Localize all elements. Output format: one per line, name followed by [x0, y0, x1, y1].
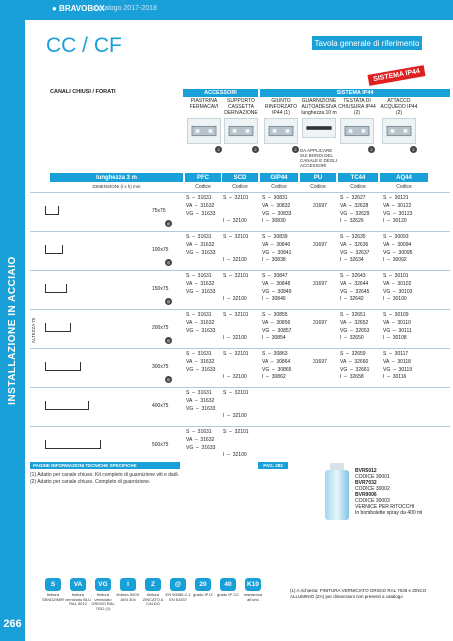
cell-gip: S – 30863 VA – 30864 VG – 30865 I – 30862: [262, 351, 292, 381]
legend-note: (1) A richiesta: FINITURA VERNICIATO GRIGIO RAL 7035 e ZINCO ALLUMINIO (ZA) per dimensioni non presenti a catalogo: [290, 588, 427, 599]
gasket-image: [302, 118, 336, 138]
size-label: 200x75: [152, 325, 169, 331]
sistema-header: SISTEMA IP44: [260, 89, 450, 97]
code-head-pfc: PFC: [185, 173, 221, 182]
info-badge: 2: [292, 146, 299, 153]
info-icon: ◎: [166, 338, 171, 343]
cell-scd: S – 32101 I – 32100: [223, 312, 249, 342]
cell-pfc: S – 31631 VA – 31632 VG – 31633: [186, 273, 216, 295]
cell-pu: 31697: [313, 202, 327, 209]
column-head-0: PIASTRINA FERMACAVI: [189, 98, 219, 110]
cell-pfc: S – 31631 VA – 31632 VG – 31633: [186, 312, 216, 334]
size-label: 150x75: [152, 286, 169, 292]
legend-badge-2: VG: [95, 578, 111, 591]
size-label: 400x75: [152, 403, 169, 409]
cell-gip: S – 30847 VA – 30848 VG – 30849 I – 30846: [262, 273, 292, 303]
page-title: CC / CF: [46, 34, 122, 57]
legend-label-6: grado IP IZ: [193, 592, 213, 597]
cell-pu: 31697: [313, 280, 327, 287]
info-icon: ◎: [166, 377, 171, 382]
accessori-header: ACCESSORI: [183, 89, 258, 97]
brand-logo: ● BRAVOBOX: [52, 4, 105, 13]
legend-label-8: resistenza all'urto: [243, 592, 263, 602]
channel-profile-icon: [45, 206, 59, 215]
info-badge: 2: [252, 146, 259, 153]
channel-profile-icon: [45, 401, 89, 410]
code-head-pu: PU: [300, 173, 336, 182]
channel-profile-icon: [45, 323, 71, 332]
legend-badge-1: VA: [70, 578, 86, 591]
column-head-5: ATTACCO ACQUEDO IP44 (2): [380, 98, 418, 116]
catalog-label: catalogo 2017-2018: [95, 5, 157, 12]
dimensioni-label: DIMENSIONI (l x h) mm: [92, 184, 141, 189]
channel-profile-icon: [45, 245, 63, 254]
pag-link[interactable]: PAG. 282: [258, 462, 288, 469]
code-head-scd: SCD: [222, 173, 258, 182]
footnote-1: (1) Adatto per canale chiuso. Kit completo di guarnizione viti e dadi.: [30, 472, 179, 478]
channel-profile-icon: [45, 362, 81, 371]
sidebar-section-label: INSTALLAZIONE IN ACCIAIO: [6, 255, 18, 405]
cell-tc: S – 32643 VA – 32644 VG – 32645 I – 32642: [340, 273, 370, 303]
sistema-badge: SISTEMA IP44: [367, 65, 425, 86]
cell-scd: S – 32101 I – 32100: [223, 273, 249, 303]
codice-label: Codice: [232, 184, 248, 190]
cell-pfc: S – 31631 VA – 31632 VG – 31633: [186, 390, 216, 412]
legend-badge-4: Z: [145, 578, 161, 591]
cell-tc: S – 32651 VA – 32652 VG – 32653 I – 32650: [340, 312, 370, 342]
codice-label: Codice: [271, 184, 287, 190]
cell-pfc: S – 31631 VA – 31632 VG – 31633: [186, 234, 216, 256]
info-icon: ◎: [166, 260, 171, 265]
channel-profile-icon: [45, 440, 101, 449]
accessory-image-0: [187, 118, 221, 144]
info-icon: ◎: [166, 299, 171, 304]
cell-tc: S – 32627 VA – 32628 VG – 32629 I – 32626: [340, 195, 370, 225]
info-tecniche-link[interactable]: PAGINE INFORMAZIONI TECNICHE SPECIFICHE: [30, 462, 180, 469]
legend-label-1: finitura verniciato BLU RAL 5012: [65, 592, 92, 606]
codice-label: Codice: [396, 184, 412, 190]
cell-tc: S – 32659 VA – 32660 VG – 32661 I – 32658: [340, 351, 370, 381]
legend-label-2: finitura verniciato GRIGIO RAL 7032 (1): [91, 592, 115, 611]
cell-scd: S – 32101 I – 32100: [223, 351, 249, 381]
codice-label: Codice: [310, 184, 326, 190]
column-head-2: GIUNTO RINFORZATO IP44 (1): [264, 98, 298, 116]
cell-aq: S – 30093 VA – 30094 VG – 30095 I – 30092: [383, 234, 413, 264]
column-head-4: TESTATA DI CHIUSURA IP44 (2): [338, 98, 376, 116]
legend-label-5: EN 50085-2-1 EN 61537: [165, 592, 191, 602]
section-label: CANALI CHIUSI / FORATI: [50, 89, 116, 95]
codice-label: Codice: [350, 184, 366, 190]
cell-aq: S – 30109 VA – 30110 VG – 30111 I – 30108: [383, 312, 412, 342]
cell-pfc: S – 31631 VA – 31632 VG – 31633: [186, 429, 216, 451]
legend-label-3: finitura INOX AISI 304: [116, 592, 140, 602]
accessory-image-1: [224, 118, 258, 144]
column-head-1: SUPPORTO CASSETTA DERIVAZIONE: [224, 98, 258, 116]
page-number: 266: [0, 607, 25, 641]
cell-aq: S – 30121 VA – 30122 VG – 30123 I – 30120: [383, 195, 413, 225]
legend-label-0: finitura SENDZIMIR: [42, 592, 64, 602]
cell-pu: 31697: [313, 319, 327, 326]
spray-can-image: [325, 470, 349, 520]
accessory-image-4: [340, 118, 374, 144]
cell-scd: S – 32101 I – 32100: [223, 195, 249, 225]
legend-badge-7: 40: [220, 578, 236, 591]
code-head-gip44: GIP44: [260, 173, 298, 182]
column-head-3: GUARNIZIONE AUTOADESIVA lunghezza 10 m: [301, 98, 337, 116]
code-head-aq44: AQ44: [380, 173, 428, 182]
cell-gip: S – 30839 VA – 30840 VG – 30841 I – 30838: [262, 234, 292, 264]
channel-profile-icon: [45, 284, 67, 293]
legend-label-7: grado IP CC: [217, 592, 239, 597]
cell-scd: S – 32101 I – 32100: [223, 234, 249, 264]
size-label: 300x75: [152, 364, 169, 370]
lunghezza-header: lunghezza 3 m: [50, 173, 183, 182]
info-badge: 2: [368, 146, 375, 153]
cell-aq: S – 30117 VA – 30118 VG – 30119 I – 30116: [383, 351, 413, 381]
cell-pfc: S – 31631 VA – 31632 VG – 31633: [186, 351, 216, 373]
cell-pfc: S – 31631 VA – 31632 VG – 31633: [186, 195, 216, 217]
code-head-tc44: TC44: [338, 173, 378, 182]
legend-badge-5: @: [170, 578, 186, 591]
cell-gip: S – 30855 VA – 30856 VG – 30857 I – 30854: [262, 312, 292, 342]
footnote-2: (2) Adatto per canale chiuso. Completo di guarnizione.: [30, 479, 151, 485]
info-badge: 2: [410, 146, 417, 153]
accessory-image-2: [264, 118, 298, 144]
cell-tc: S – 32635 VA – 32636 VG – 32637 I – 32634: [340, 234, 370, 264]
legend-badge-0: S: [45, 578, 61, 591]
accessory-image-5: [382, 118, 416, 144]
legend-badge-3: I: [120, 578, 136, 591]
legend-badge-6: 20: [195, 578, 211, 591]
info-badge: 2: [215, 146, 222, 153]
size-label: 100x75: [152, 247, 169, 253]
cell-pu: 31697: [313, 241, 327, 248]
size-label: 500x75: [152, 442, 169, 448]
codice-label: Codice: [195, 184, 211, 190]
cell-gip: S – 30831 VA – 30832 VG – 30833 I – 30830: [262, 195, 292, 225]
legend-badge-8: K10: [245, 578, 261, 591]
product-codes: BVR5012 CODICE 30001 BVR7032 CODICE 30002 BVR9006 CODICE 30003 VERNICE PER RITOCCHI In bombolette spray da 400 ml: [355, 468, 423, 516]
tavola-generale-button[interactable]: Tavola generale di riferimento: [312, 36, 422, 50]
cell-scd: S – 32101 I – 32100: [223, 429, 249, 459]
size-label: 75x75: [152, 208, 166, 214]
altezza-label: ALTEZZA 75: [31, 317, 37, 343]
cell-scd: S – 32101 I – 32100: [223, 390, 249, 420]
cell-aq: S – 30101 VA – 30102 VG – 30103 I – 30100: [383, 273, 413, 303]
cell-pu: 31697: [313, 358, 327, 365]
info-icon: ◎: [166, 221, 171, 226]
guarnizione-note: DA APPLICARE SUI BORDI DEL CANALE E DEGLI ACCESSORI: [300, 148, 338, 168]
legend-label-4: finitura ZINCATO A CALDO: [142, 592, 164, 606]
